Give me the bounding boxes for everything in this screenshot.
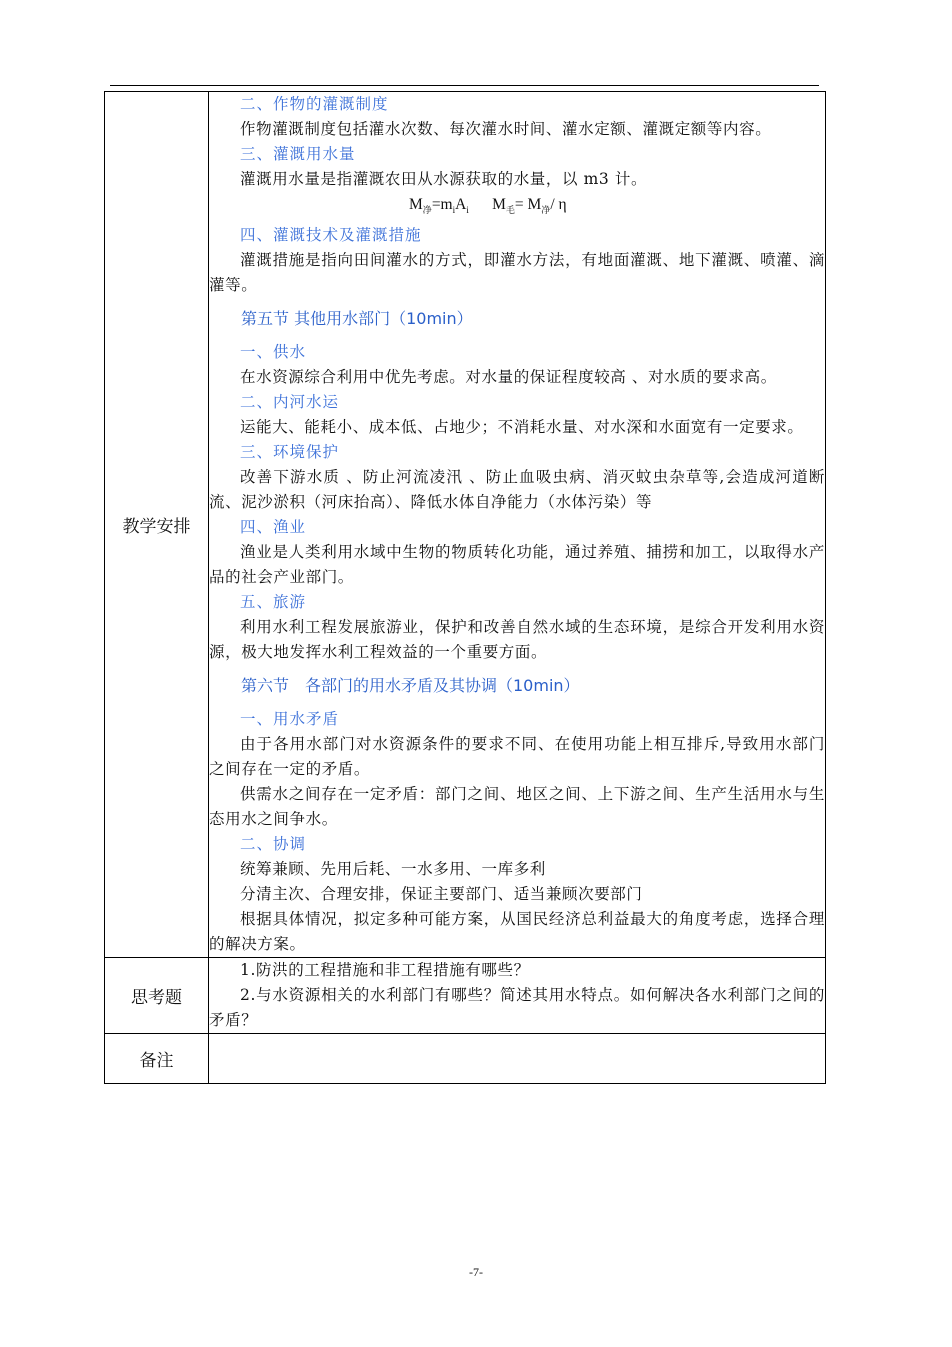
irrigation-formula: $M_净=m_iA_i$ $M_毛= M_净/$ η [409, 196, 567, 216]
thinking-label: 思考题 [105, 958, 209, 1034]
section5-text-2: 运能大、能耗小、成本低、占地少；不消耗水量、对水深和水面宽有一定要求。 [240, 418, 804, 437]
section5-text-1: 在水资源综合利用中优先考虑。对水量的保证程度较高 、对水质的要求高。 [240, 368, 777, 387]
section5-text-5: 利用水利工程发展旅游业，保护和改善自然水域的生态环境，是综合开发利用水资源，极大地发挥水利工程效益的一个重要方面。 [209, 618, 825, 662]
section6-title: 第六节 各部门的用水矛盾及其协调（10min） [241, 676, 580, 696]
page-number: -7- [469, 1265, 483, 1279]
remark-label: 备注 [105, 1034, 209, 1084]
irrigation-tech-text: 灌溉措施是指向田间灌水的方式，即灌水方法，有地面灌溉、地下灌溉、喷灌、滴灌等。 [209, 251, 825, 295]
section5-title: 第五节 其他用水部门（10min） [241, 309, 473, 329]
schedule-content [209, 92, 826, 958]
irrigation-schedule-text: 作物灌溉制度包括灌水次数、每次灌水时间、灌水定额、灌溉定额等内容。 [240, 120, 772, 138]
section5-heading-5: 五、旅游 [240, 593, 307, 612]
irrigation-water-heading: 三、灌溉用水量 [240, 145, 356, 163]
thinking-row [105, 958, 826, 1034]
remark-content [209, 1034, 826, 1084]
section5-heading-2: 二、内河水运 [240, 393, 340, 412]
lesson-plan-table [104, 91, 826, 1084]
irrigation-water-text: 灌溉用水量是指灌溉农田从水源获取的水量，以 m3 计。 [240, 170, 648, 188]
thinking-content [209, 958, 826, 1034]
section6-text-5: 根据具体情况，拟定多种可能方案，从国民经济总利益最大的角度考虑，选择合理的解决方案。 [209, 910, 825, 954]
section6-text-4: 分清主次、合理安排，保证主要部门、适当兼顾次要部门 [240, 885, 643, 904]
section5-heading-1: 一、供水 [240, 343, 307, 362]
schedule-row [105, 92, 826, 958]
schedule-label: 教学安排 [105, 92, 209, 958]
section6-text-1: 由于各用水部门对水资源条件的要求不同、在使用功能上相互排斥,导致用水部门之间存在一定的矛盾。 [209, 735, 825, 779]
section6-text-2: 供需水之间存在一定矛盾：部门之间、地区之间、上下游之间、生产生活用水与生态用水之间争水。 [209, 785, 825, 829]
section5-text-4: 渔业是人类利用水域中生物的物质转化功能，通过养殖、捕捞和加工，以取得水产品的社会产业部门。 [209, 543, 825, 587]
header-rule [110, 85, 819, 86]
section6-text-3: 统筹兼顾、先用后耗、一水多用、一库多利 [240, 860, 546, 879]
section5-heading-3: 三、环境保护 [240, 443, 340, 462]
irrigation-schedule-heading: 二、作物的灌溉制度 [240, 95, 389, 113]
section6-heading-2: 二、协调 [240, 835, 307, 854]
irrigation-tech-heading: 四、灌溉技术及灌溉措施 [240, 226, 422, 245]
section5-heading-4: 四、渔业 [240, 518, 307, 537]
thinking-question-2: 2.与水资源相关的水利部门有哪些？简述其用水特点。如何解决各水利部门之间的矛盾？ [209, 986, 825, 1030]
section6-heading-1: 一、用水矛盾 [240, 710, 340, 729]
thinking-question-1: 1.防洪的工程措施和非工程措施有哪些？ [240, 961, 530, 980]
section5-text-3: 改善下游水质 、防止河流凌汛 、防止血吸虫病、消灭蚊虫杂草等,会造成河道断流、泥沙淤积（河床抬高）、降低水体自净能力（水体污染）等 [209, 468, 825, 512]
remark-row [105, 1034, 826, 1084]
